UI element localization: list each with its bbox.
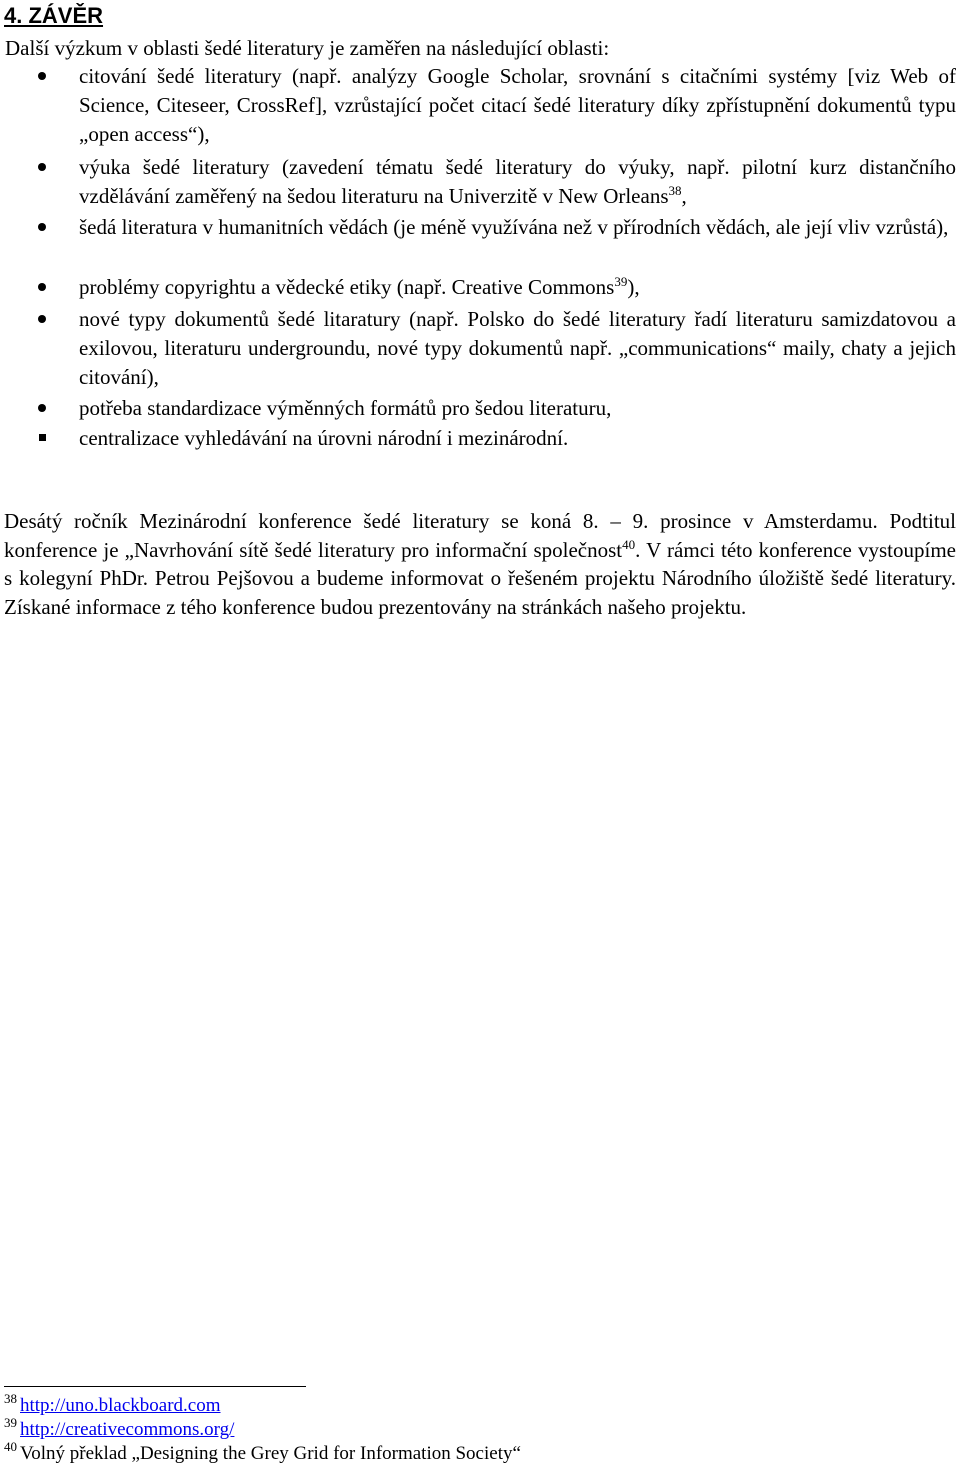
- intro-text: Další výzkum v oblasti šedé literatury je zaměřen na následující oblasti:: [5, 36, 610, 60]
- list-item-text-suffix: ,: [681, 184, 687, 208]
- footnote-link[interactable]: http://creativecommons.org/: [20, 1419, 235, 1440]
- list-item-text: problémy copyrightu a vědecké etiky (např. Creative Commons: [79, 275, 615, 299]
- footnote-reference[interactable]: 38: [668, 183, 682, 198]
- list-item-text-suffix: ),: [627, 275, 640, 299]
- footnote: [4, 1415, 904, 1442]
- section-heading: 4. ZÁVĚR: [4, 3, 104, 28]
- bullet-icon: [38, 223, 46, 231]
- footnote-reference[interactable]: 40: [622, 536, 636, 552]
- footnote: [4, 1439, 904, 1466]
- footnote-separator: [4, 1386, 306, 1387]
- list-item-text: nové typy dokumentů šedé litaratury (např. Polsko do šedé literatury řadí literaturu samizdatovou a exilovou, literaturu undergroundu, nové typy dokumentů např. „communications“ maily, chaty a jejich citování),: [79, 307, 956, 389]
- footnote-reference[interactable]: 39: [614, 274, 628, 289]
- footnote-number: 38: [4, 1391, 17, 1406]
- list-item-text: výuka šedé literatury (zavedení tématu šedé literatury do výuky, např. pilotní kurz distančního vzdělávání zaměřený na šedou literaturu na Univerzitě v New Orleans: [79, 155, 956, 208]
- footnote-number: 39: [4, 1415, 17, 1430]
- footnotes: [4, 1391, 904, 1466]
- square-bullet-icon: [39, 434, 46, 441]
- list-item-text: citování šedé literatury (např. analýzy Google Scholar, srovnání s citačními systémy [viz Web of Science, Citeseer, CrossRef], vzrůstající počet citací šedé literatury díky zpřístupnění dokumentů typu „open access“),: [79, 64, 956, 146]
- paragraph-text: Desátý ročník Mezinárodní konference šedé literatury se koná 8. – 9. prosince v Amsterdamu. Podtitul konference je „Navrhování sítě šedé literatury pro informační společnost: [4, 509, 956, 562]
- bullet-icon: [38, 315, 46, 323]
- footnote-text: Volný překlad „Designing the Grey Grid for Information Society“: [20, 1443, 521, 1464]
- bullet-icon: [38, 163, 46, 171]
- footnote-number: 40: [4, 1439, 17, 1454]
- bullet-icon: [38, 283, 46, 291]
- bullet-icon: [38, 404, 46, 412]
- footnote-link[interactable]: http://uno.blackboard.com: [20, 1395, 221, 1416]
- paragraph-text-continued: . V rámci této konference vystoupíme s kolegyní PhDr. Petrou Pejšovou a budeme informovat o řešeném projektu Národního úložiště šedé literatury. Získané informace z tého konference budou prezentovány na stránkách našeho projektu.: [4, 537, 956, 619]
- list-item-text: centralizace vyhledávání na úrovni národní i mezinárodní.: [79, 426, 569, 450]
- footnote: [4, 1391, 904, 1418]
- list-item-text: potřeba standardizace výměnných formátů pro šedou literaturu,: [79, 396, 612, 420]
- conference-paragraph: [4, 507, 956, 621]
- bullet-icon: [38, 72, 46, 80]
- list-item-text: šedá literatura v humanitních vědách (je méně využívána než v přírodních vědách, ale její vliv vzrůstá),: [79, 215, 949, 239]
